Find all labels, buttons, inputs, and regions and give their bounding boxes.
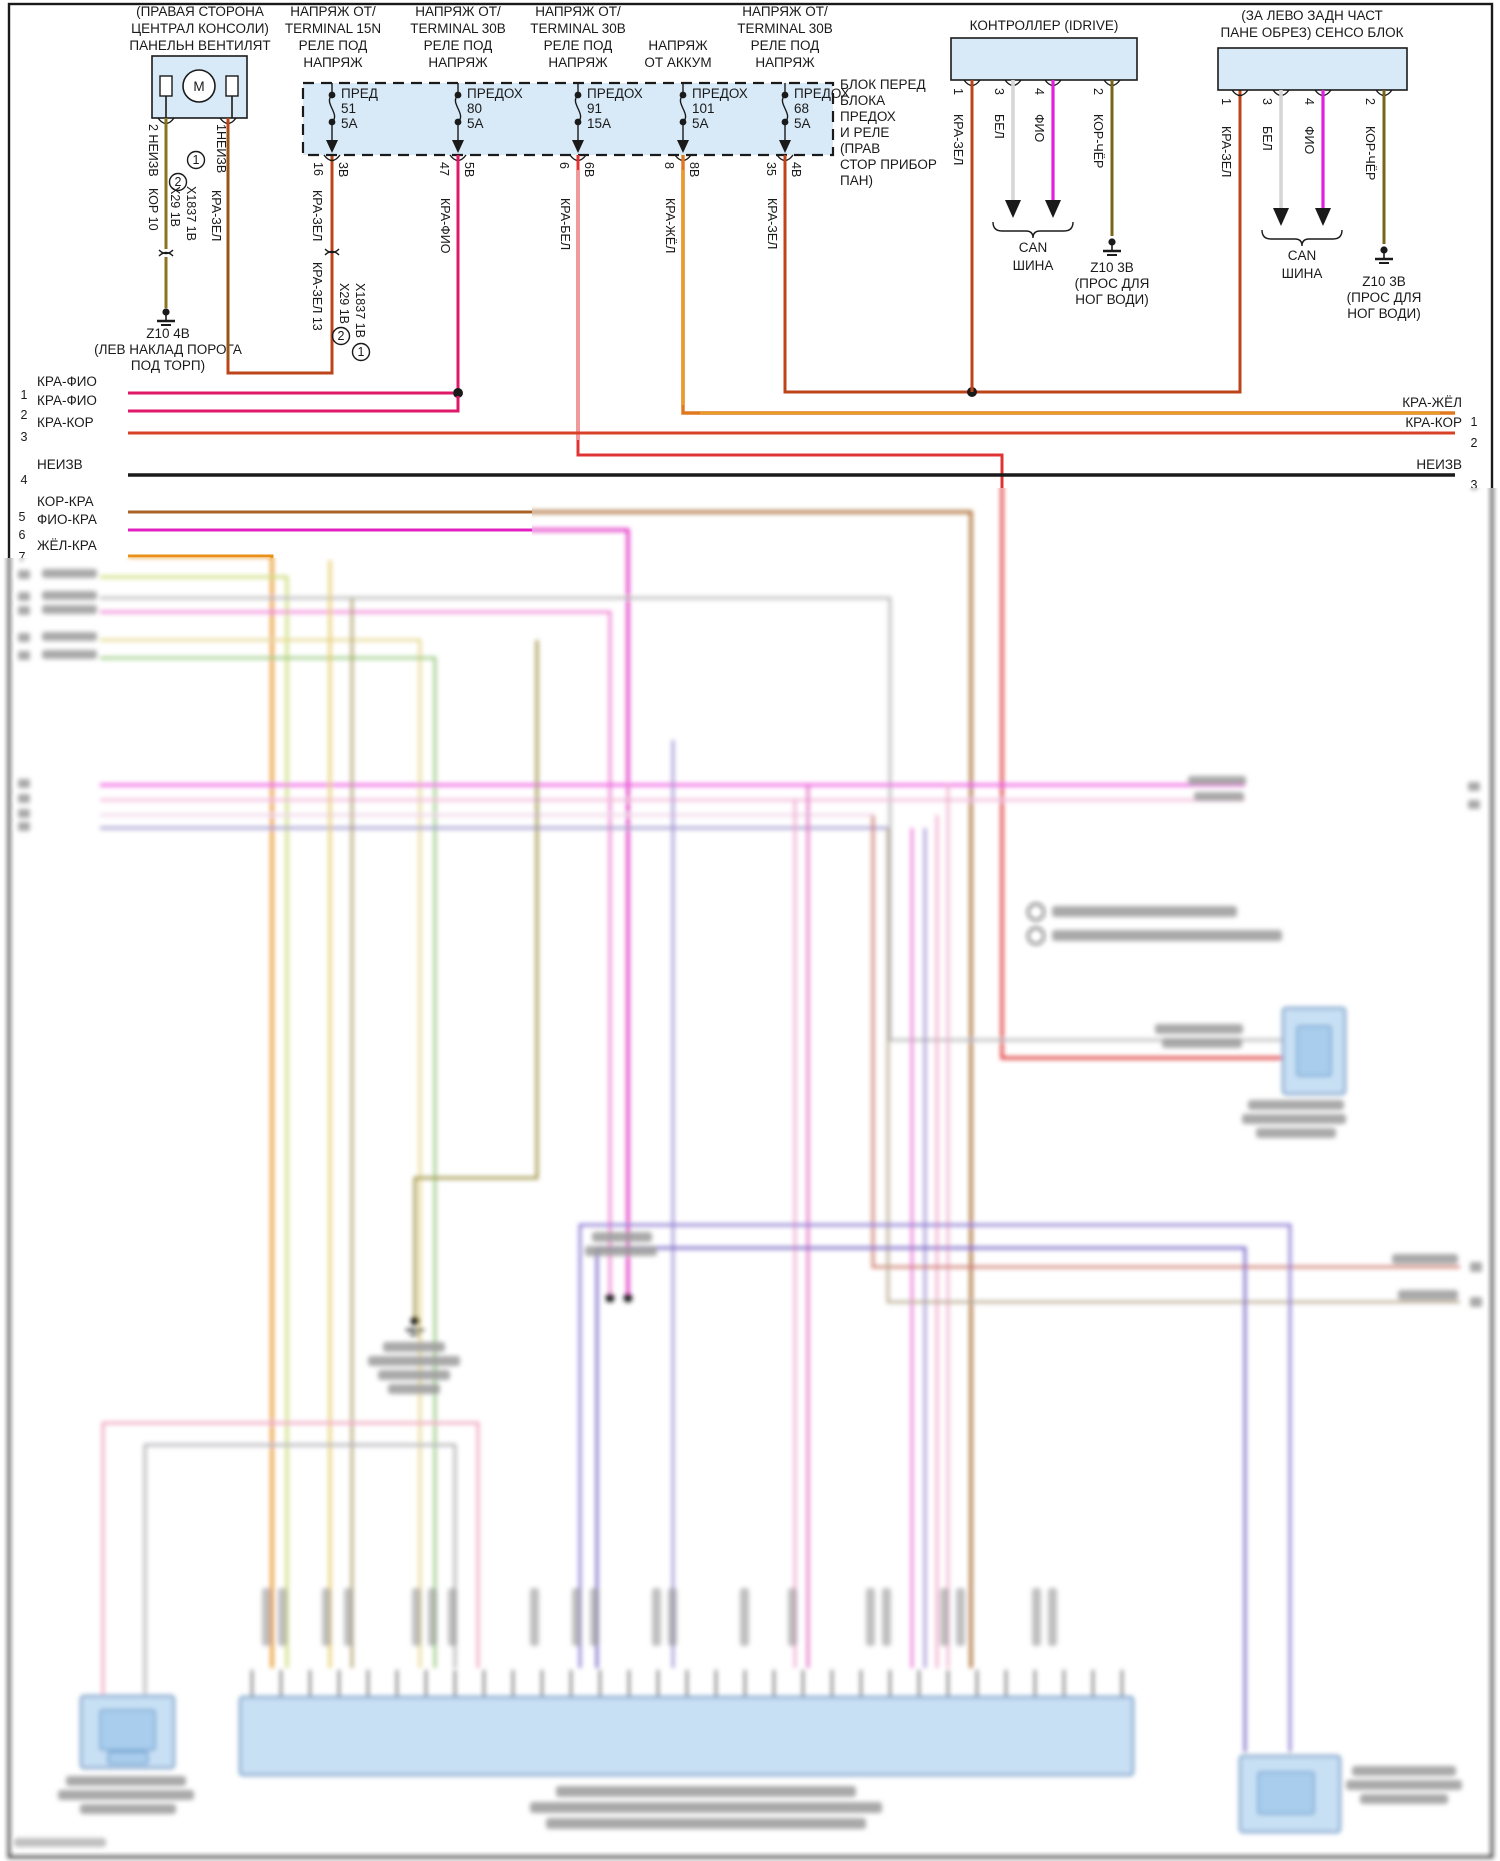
blurred-layer xyxy=(9,4,1492,1857)
